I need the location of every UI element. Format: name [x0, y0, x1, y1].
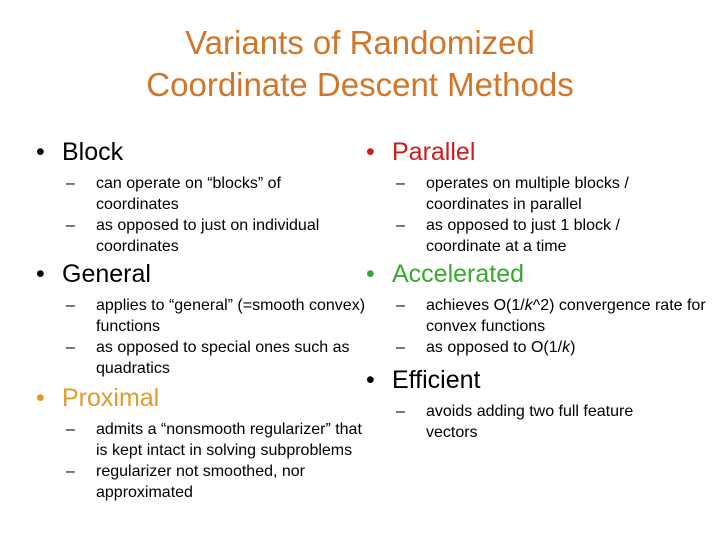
- point-proximal-2: – regularizer not smoothed, nor approximated: [66, 463, 305, 501]
- point-parallel-2: – as opposed to just 1 block / coordinate at a time: [396, 217, 620, 255]
- point-block-1: – can operate on “blocks” of coordinates: [66, 175, 281, 213]
- heading-block: Block: [62, 138, 124, 166]
- heading-accelerated: Accelerated: [392, 260, 525, 288]
- point-block-2: – as opposed to just on individual coordinates: [66, 217, 320, 255]
- section-parallel: [356, 137, 696, 257]
- point-general-2: – as opposed to special ones such as quadratics: [66, 339, 350, 377]
- point-proximal-1: – admits a “nonsmooth regularizer” that is kept intact in solving subproblems: [66, 421, 362, 459]
- point-accelerated-1: – achieves O(1/k^2) convergence rate for convex functions: [396, 297, 706, 335]
- section-block: [26, 137, 366, 257]
- section-general: [26, 259, 366, 379]
- section-accelerated: [356, 259, 706, 358]
- slide-title-line-2: Coordinate Descent Methods: [146, 66, 574, 103]
- bullet-glyph: •: [36, 138, 45, 166]
- bullet-glyph: •: [366, 366, 375, 394]
- bullet-glyph: •: [366, 138, 375, 166]
- point-general-1: – applies to “general” (=smooth convex) functions: [66, 297, 366, 335]
- point-parallel-1: – operates on multiple blocks / coordinates in parallel: [396, 175, 629, 213]
- heading-general: General: [62, 260, 151, 288]
- slide-title: [0, 22, 720, 106]
- section-efficient: [356, 365, 676, 443]
- section-proximal: [26, 383, 371, 503]
- bullet-glyph: •: [36, 260, 45, 288]
- bullet-glyph: •: [366, 260, 375, 288]
- heading-efficient: Efficient: [392, 366, 481, 394]
- slide-title-line-1: Variants of Randomized: [185, 24, 535, 61]
- point-efficient-1: – avoids adding two full feature vectors: [396, 403, 634, 441]
- bullet-glyph: •: [36, 384, 45, 412]
- heading-proximal: Proximal: [62, 384, 160, 412]
- point-accelerated-2: – as opposed to O(1/k): [396, 339, 576, 356]
- heading-parallel: Parallel: [392, 138, 476, 166]
